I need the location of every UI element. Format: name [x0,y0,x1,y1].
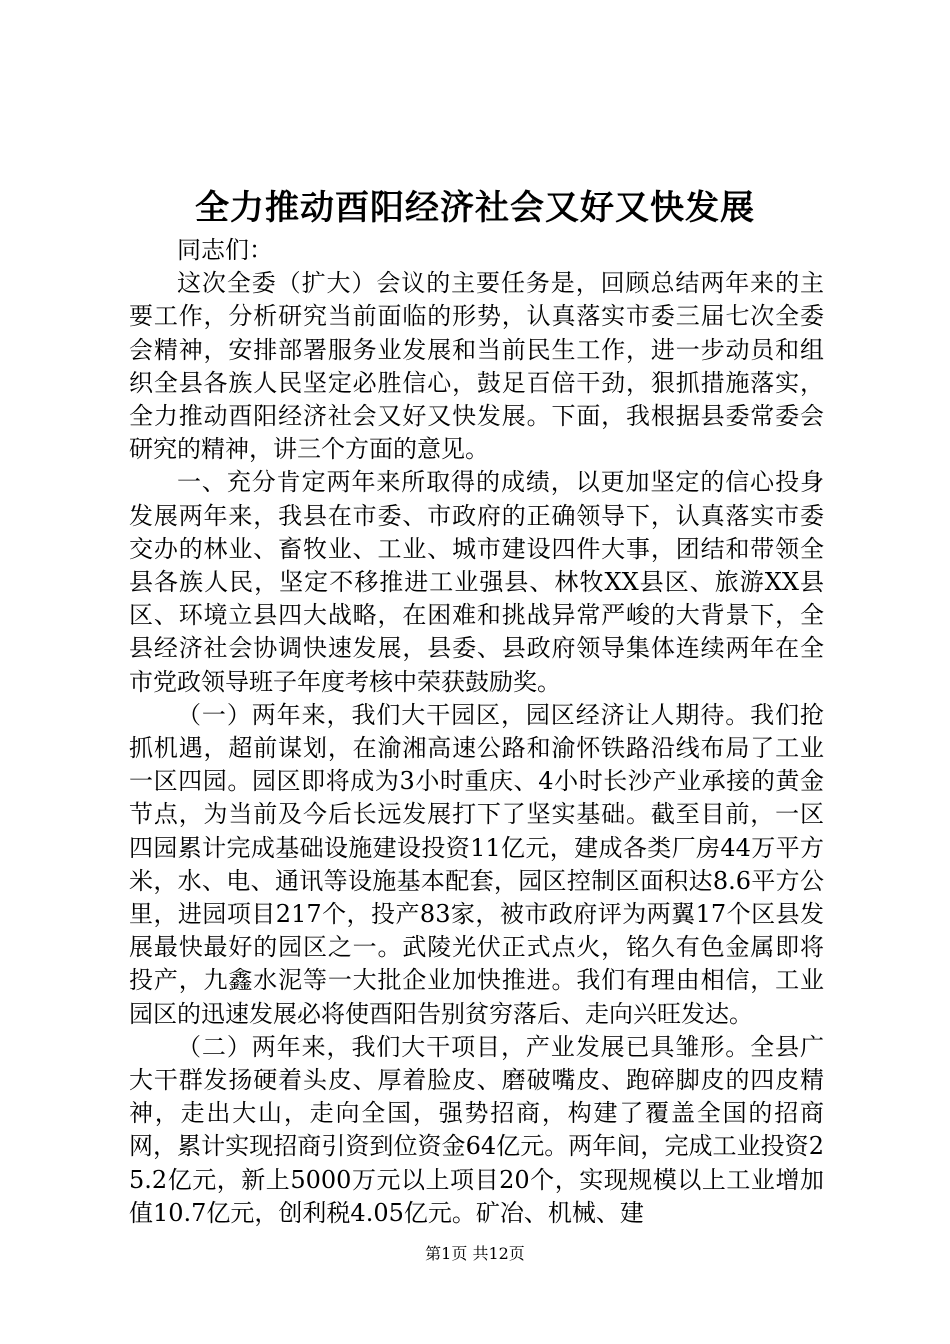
document-body [129,234,824,1230]
document-title: 全力推动酉阳经济社会又好又快发展 [195,188,755,228]
paragraph-section-one: 一、充分肯定两年来所取得的成绩，以更加坚定的信心投身发展两年来，我县在市委、市政府的正确领导下，认真落实市委交办的林业、畜牧业、工业、城市建设四件大事，团结和带领全县各族人民，坚定不移推进工业强县、林牧XX县区、旅游XX县区、环境立县四大战略，在困难和挑战异常严峻的大背景下，全县经济社会协调快速发展，县委、县政府领导集体连续两年在全市党政领导班子年度考核中荣获鼓励奖。 [129,468,824,696]
paragraph-subsection-one: （一）两年来，我们大干园区，园区经济让人期待。我们抢抓机遇，超前谋划，在渝湘高速公路和渝怀铁路沿线布局了工业一区四园。园区即将成为3小时重庆、4小时长沙产业承接的黄金节点，为当前及今后长远发展打下了坚实基础。截至目前，一区四园累计完成基础设施建设投资11亿元，建成各类厂房44万平方米，水、电、通讯等设施基本配套，园区控制区面积达8.6平方公里，进园项目217个，投产83家，被市政府评为两翼17个区县发展最快最好的园区之一。武陵光伏正式点火，铭久有色金属即将投产，九鑫水泥等一大批企业加快推进。我们有理由相信，工业园区的迅速发展必将使酉阳告别贫穷落后、走向兴旺发达。 [129,700,824,1028]
salutation: 同志们： [177,236,273,264]
paragraph-subsection-two: （二）两年来，我们大干项目，产业发展已具雏形。全县广大干群发扬硬着头皮、厚着脸皮、磨破嘴皮、跑碎脚皮的四皮精神，走出大山，走向全国，强势招商，构建了覆盖全国的招商网，累计实现招商引资到位资金64亿元。两年间，完成工业投资25.2亿元，新上5000万元以上项目20个，实现规模以上工业增加值10.7亿元，创利税4.05亿元。矿冶、机械、建 [129,1032,824,1227]
page-number: 第1页 共12页 [425,1244,525,1263]
paragraph-intro: 这次全委（扩大）会议的主要任务是，回顾总结两年来的主要工作，分析研究当前面临的形势，认真落实市委三届七次全委会精神，安排部署服务业发展和当前民生工作，进一步动员和组织全县各族人民坚定必胜信心，鼓足百倍干劲，狠抓措施落实，全力推动酉阳经济社会又好又快发展。下面，我根据县委常委会研究的精神，讲三个方面的意见。 [129,269,824,464]
